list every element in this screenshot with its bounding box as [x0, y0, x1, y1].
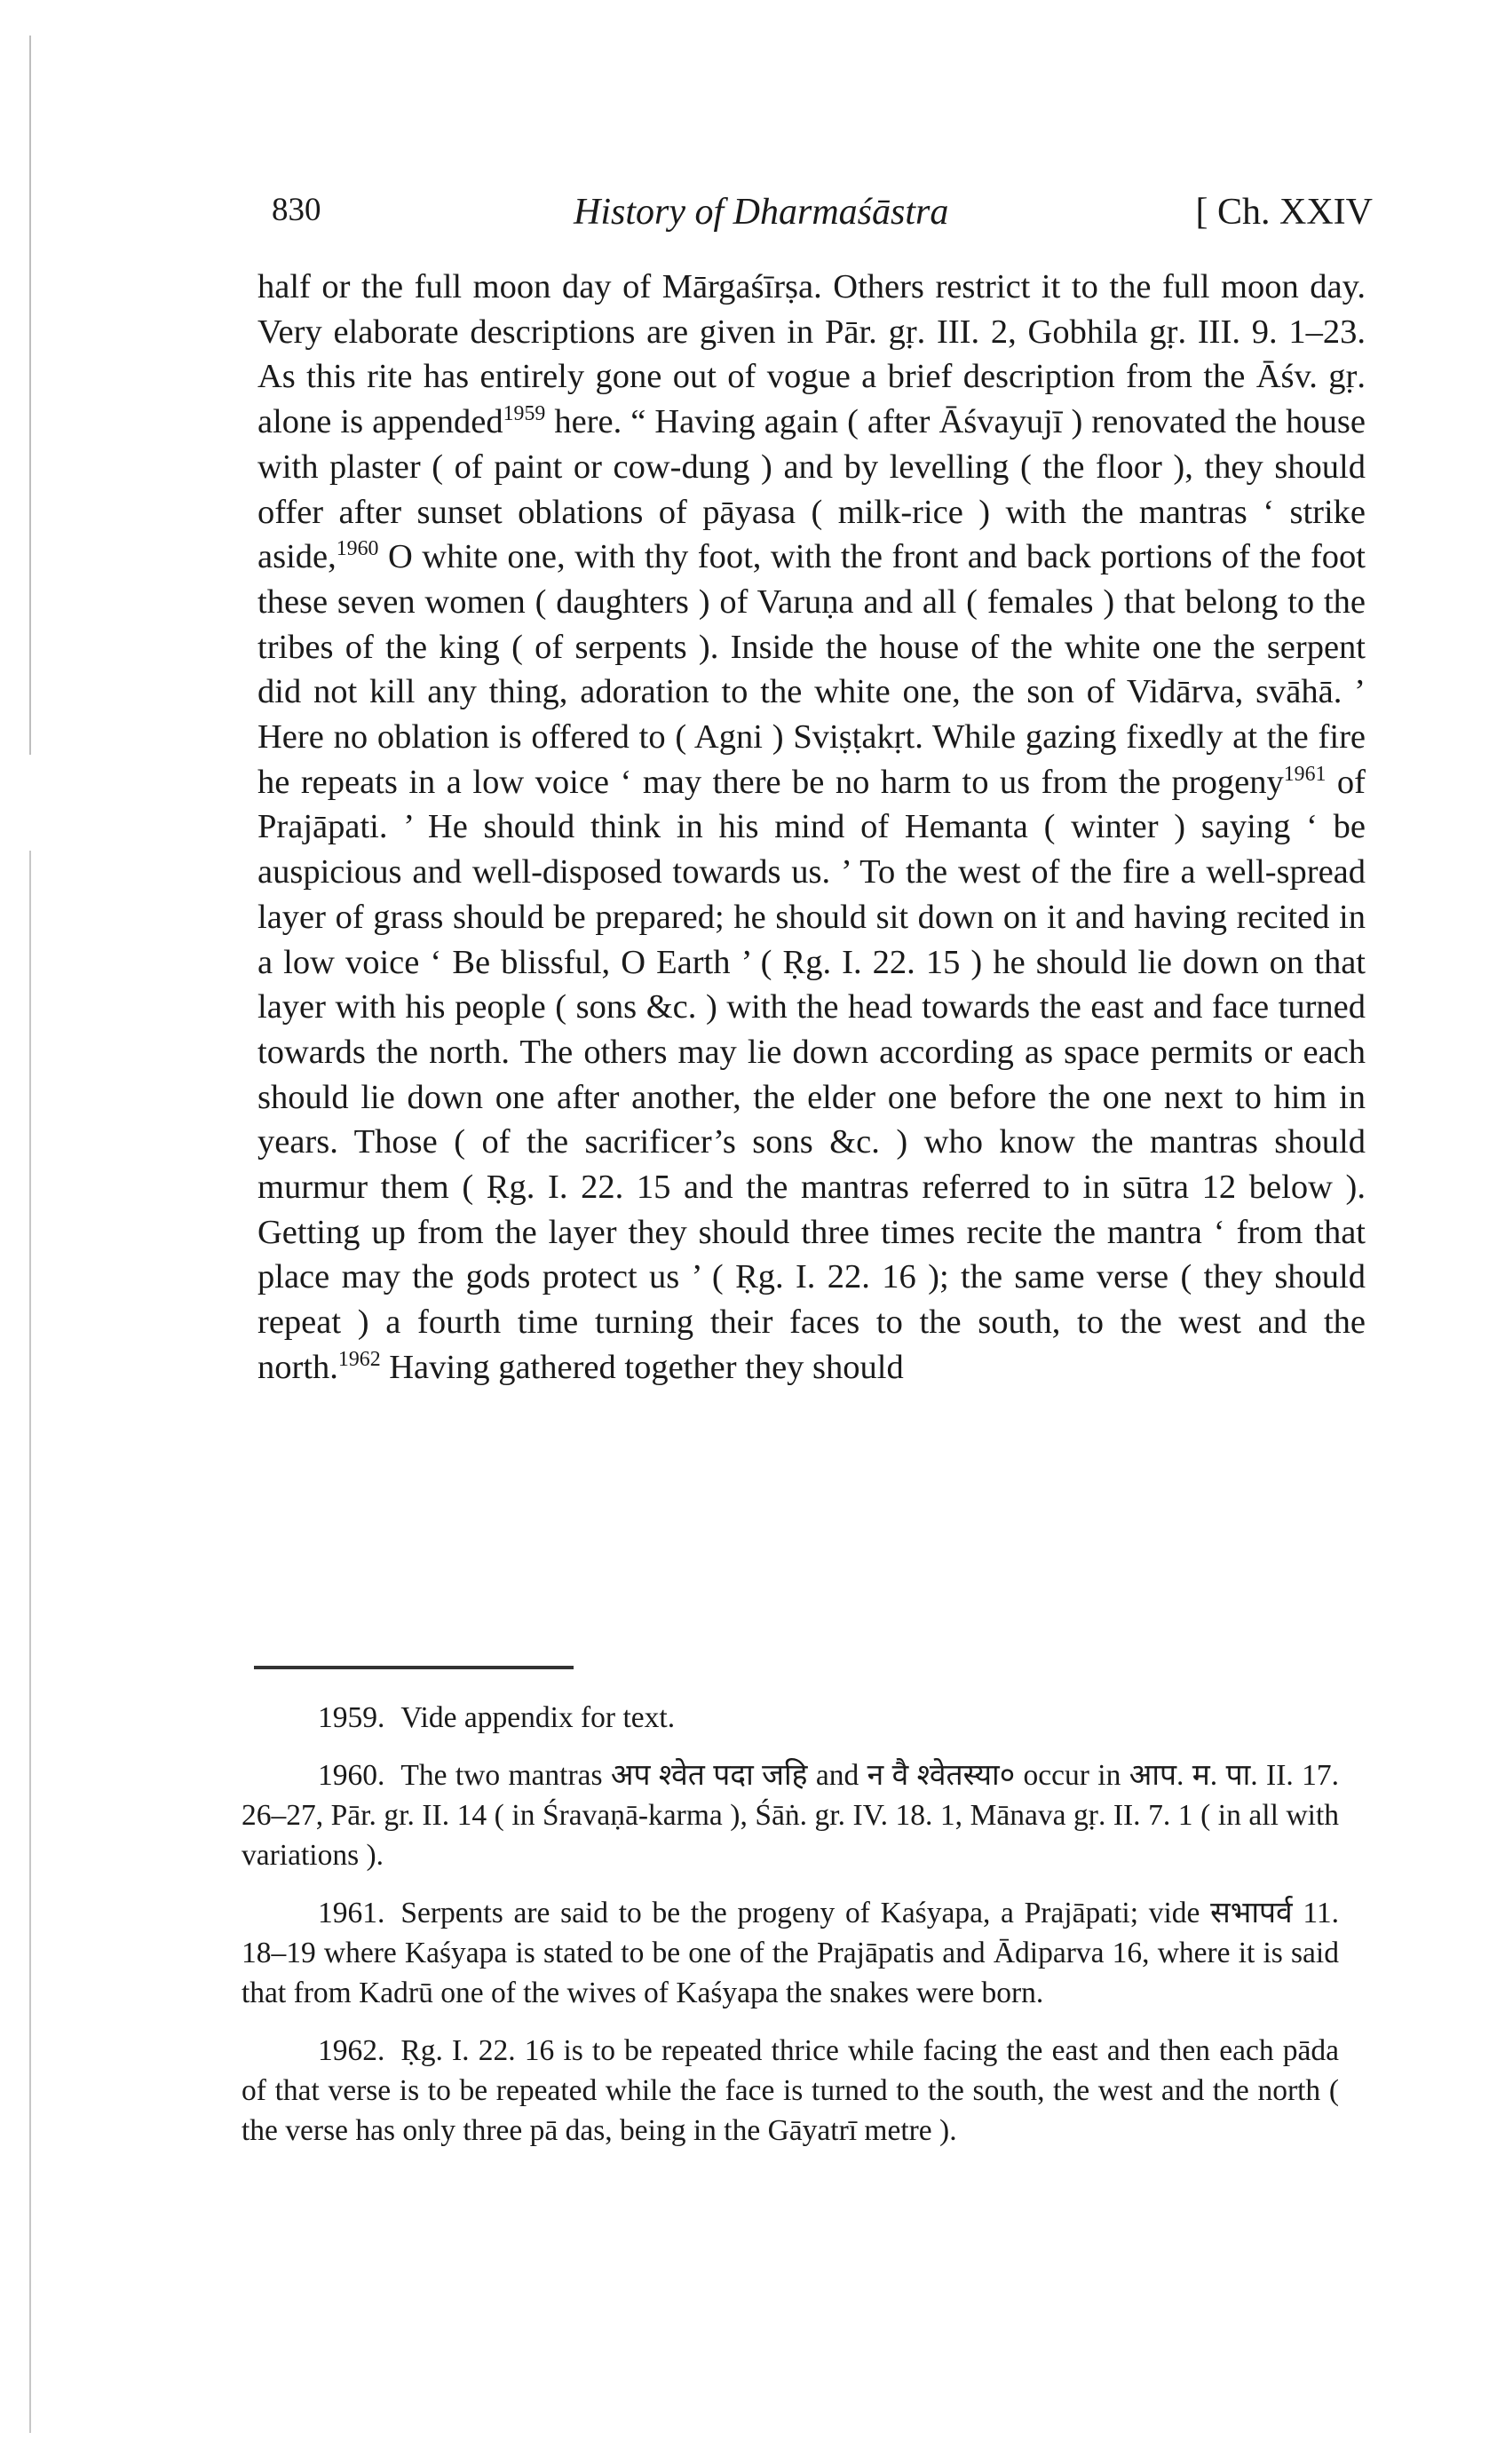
footnote-1961: [242, 1893, 1339, 2013]
footnote-number: 1961.: [318, 1897, 385, 1929]
text-segment: of Prajāpati. ’ He should think in his mind of Hemanta ( winter ) saying ‘ be auspicious and well-disposed towards us. ’ To the west of the fire a well-spread layer of grass should be prepared; he should sit down on it and having recited in a low voice ‘ Be blissful, O Earth ’ ( Ṛg. I. 22. 15 ) he should lie down on that layer with his people ( sons &c. ) with the head towards the east and face turned towards the north. The others may lie down according as space permits or each should lie down one after another, the elder one before the one next to him in years. Those ( of the sacrificer’s sons &c. ) who know the mantras should murmur them ( Ṛg. I. 22. 15 and the mantras referred to in sūtra 12 below ). Getting up from the layer they should three times recite the mantra ‘ from that place may the gods protect us ’ ( Ṛg. I. 22. 16 ); the same verse ( they should repeat ) a fourth time turning their faces to the south, to the west and the north.: [257, 763, 1366, 1386]
body-paragraph: [257, 265, 1366, 1390]
footnote-1962: [242, 2031, 1339, 2151]
footnotes: [242, 1698, 1339, 2168]
text-segment: Having gathered together they should: [380, 1348, 904, 1386]
footnote-ref-1961[interactable]: 1961: [1283, 762, 1327, 786]
footnote-text: The two mantras अप श्वेत पदा जहि and न वै श्वेतस्या० occur in आप. म. पा. II. 17. 26–27, Pār. gr. II. 14 ( in Śravaṇā-karma ), Śāṅ. gr. IV. 18. 1, Mānava gṛ. II. 7. 1 ( in all with variations ).: [242, 1759, 1339, 1872]
page-number: 830: [272, 192, 321, 228]
main-text: [257, 265, 1366, 1390]
text-segment: half or the full moon day of Mārgaśīrṣa. Others restrict it to the full moon day. Very elaborate descriptions are given in Pār. gṛ. III. 2, Gobhila gṛ. III. 9. 1–23. As this rite has entirely gone out of vogue a brief description from the Āśv. gṛ. alone is appended: [257, 268, 1366, 441]
footnote-ref-1960[interactable]: 1960: [336, 537, 379, 561]
footnote-number: 1960.: [318, 1759, 385, 1792]
footnote-text: Vide appendix for text.: [400, 1701, 676, 1734]
chapter-label: [ Ch. XXIV: [1195, 192, 1373, 233]
footnote-ref-1962[interactable]: 1962: [337, 1348, 381, 1372]
running-title: History of Dharmaśāstra: [574, 192, 949, 233]
footnote-1959: [242, 1698, 1339, 1738]
footnote-text: Ṛg. I. 22. 16 is to be repeated thrice while facing the east and then each pāda of that verse is to be repeated while the face is turned to the south, the west and the north ( the verse has only three pā das, being in the Gāyatrī metre ).: [242, 2034, 1339, 2147]
footnote-ref-1959[interactable]: 1959: [503, 402, 546, 426]
scan-margin-line: [29, 36, 31, 2433]
text-segment: here. “ Having again ( after Āśvayujī ) renovated the house with plaster ( of paint or cow-dung ) and by levelling ( the floor ), they should offer after sunset oblations of pāyasa ( milk-rice ) with the mantras ‘ strike aside,: [257, 403, 1366, 576]
footnote-separator: [254, 1666, 574, 1669]
footnote-1960: [242, 1755, 1339, 1875]
text-segment: O white one, with thy foot, with the front and back portions of the foot these seven women ( daughters ) of Varuṇa and all ( females ) that belong to the tribes of the king ( of serpents ). Inside the house of the white one the serpent did not kill any thing, adoration to the white one, the son of Vidārva, svāhā. ’ Here no oblation is offered to ( Agni ) Sviṣṭakṛt. While gazing fixedly at the fire he repeats in a low voice ‘ may there be no harm to us from the progeny: [257, 538, 1366, 801]
footnote-number: 1962.: [318, 2034, 385, 2067]
page-header: [272, 182, 1373, 235]
footnote-number: 1959.: [318, 1701, 385, 1734]
footnote-text: Serpents are said to be the progeny of Kaśyapa, a Prajāpati; vide सभापर्व 11. 18–19 where Kaśyapa is stated to be one of the Prajāpatis and Ādiparva 16, where it is said that from Kadrū one of the wives of Kaśyapa the snakes were born.: [242, 1897, 1339, 2009]
